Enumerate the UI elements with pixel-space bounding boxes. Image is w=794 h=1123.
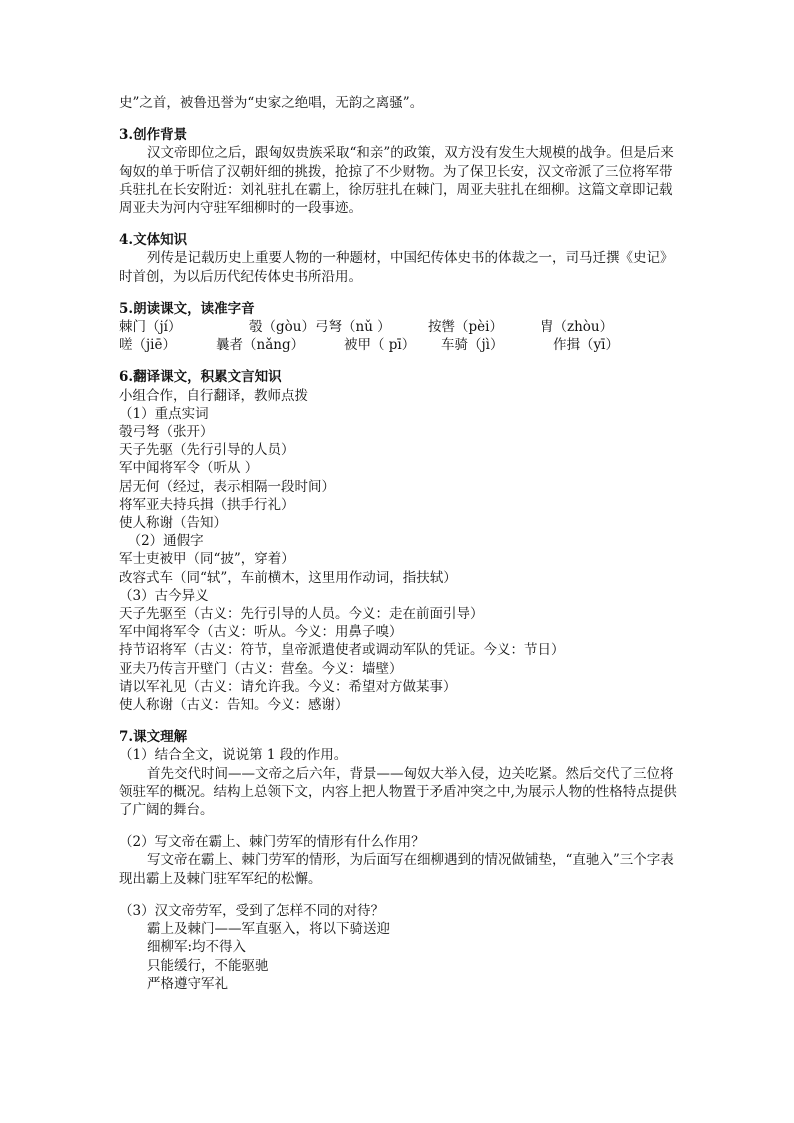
answer-1: 首先交代时间——文帝之后六年，背景——匈奴大举入侵，边关吃紧。然后交代了三位将领驻军的概况。结构上总领下文，内容上把人物置于矛盾冲突之中,为展示人物的性格特点提供了广阔的舞台。 <box>119 765 677 819</box>
pinyin-item: 作揖（yī） <box>553 337 619 354</box>
s6-line: 军中闻将军令（古义：听从。今义：用鼻子嗅） <box>119 624 403 641</box>
pinyin-item: 曩者（nǎng） <box>216 337 305 354</box>
question-1: （1）结合全文，说说第 1 段的作用。 <box>119 747 348 764</box>
answer-3-line: 霸上及棘门——军直驱入，将以下骑送迎 <box>147 921 390 938</box>
s6-line: 请以军礼见（古义：请允许我。今义：希望对方做某事） <box>119 678 457 695</box>
pinyin-item: 按辔（pèi） <box>428 319 503 336</box>
pinyin-item: 胄（zhòu） <box>540 319 614 336</box>
s6-line: 彀弓弩（张开） <box>119 424 214 441</box>
pinyin-row-2 <box>119 336 679 354</box>
answer-3-line: 细柳军:均不得入 <box>147 939 247 956</box>
s6-line: 军中闻将军令（听从 ） <box>119 460 259 477</box>
s6-line: （3）古今异义 <box>119 587 209 604</box>
section-6-heading: 6.翻译课文，积累文言知识 <box>119 369 282 386</box>
section-7-heading: 7.课文理解 <box>119 729 188 746</box>
answer-2: 写文帝在霸上、棘门劳军的情形，为后面写在细柳遇到的情况做铺垫，“直驰入”三个字表现出霸上及棘门驻军军纪的松懈。 <box>119 852 674 887</box>
section-3-heading: 3.创作背景 <box>119 127 188 144</box>
intro-line: 史”之首，被鲁迅誉为“史家之绝唱，无韵之离骚”。 <box>119 95 424 111</box>
pinyin-item: 彀（gòu） <box>249 319 315 336</box>
pinyin-item: 弓弩（nǔ ） <box>315 319 391 336</box>
pinyin-item: 被甲（ pī） <box>344 337 416 354</box>
question-3: （3）汉文帝劳军，受到了怎样不同的对待？ <box>119 902 385 919</box>
document-content <box>119 94 679 993</box>
s6-line: 使人称谢（古义：告知。今义：感谢） <box>119 697 349 714</box>
s6-line: 使人称谢（告知） <box>119 515 227 532</box>
s6-line: 小组合作，自行翻译，教师点拨 <box>119 387 308 404</box>
s6-line: （1）重点实词 <box>119 405 209 422</box>
s6-line: 居无何（经过，表示相隔一段时间） <box>119 478 335 495</box>
section-4-body: 列传是记载历史上重要人物的一种题材，中国纪传体史书的体裁之一，司马迁撰《史记》时首创，为以后历代纪传体史书所沿用。 <box>119 250 674 285</box>
pinyin-item: 棘门（jí） <box>119 319 182 336</box>
s6-line: 天子先驱至（古义：先行引导的人员。今义：走在前面引导） <box>119 606 484 623</box>
pinyin-item: 嗟（jiē） <box>119 337 176 354</box>
s6-line: （2）通假字 <box>119 533 204 550</box>
s6-line: 天子先驱（先行引导的人员） <box>119 442 295 459</box>
s6-line: 军士吏被甲（同“披”，穿着） <box>119 551 295 568</box>
section-4-heading: 4.文体知识 <box>119 232 188 249</box>
s6-line: 持节诏将军（古义：符节，皇帝派遣使者或调动军队的凭证。今义：节日） <box>119 642 565 659</box>
section-3-body: 汉文帝即位之后，跟匈奴贵族采取“和亲”的政策，双方没有发生大规模的战争。但是后来匈奴的单于听信了汉朝奸细的挑拨，抢掠了不少财物。为了保卫长安，汉文帝派了三位将军带兵驻扎在长安附近：刘礼驻扎在霸上，徐厉驻扎在棘门，周亚夫驻扎在细柳。这篇文章即记载周亚夫为河内守驻军细柳时的一段事迹。 <box>119 145 674 217</box>
section-5-heading: 5.朗读课文，读准字音 <box>119 300 255 317</box>
pinyin-row-1 <box>119 318 679 336</box>
s6-line: 亚夫乃传言开壁门（古义：营垒。今义：墙壁） <box>119 660 403 677</box>
pinyin-item: 车骑（jì） <box>441 337 504 354</box>
question-2: （2）写文帝在霸上、棘门劳军的情形有什么作用？ <box>119 834 425 851</box>
s6-line: 改容式车（同“轼”，车前横木，这里用作动词，指扶轼） <box>119 569 457 586</box>
s6-line: 将军亚夫持兵揖（拱手行礼） <box>119 496 295 513</box>
answer-3-line: 只能缓行，不能驱驰 <box>147 957 269 974</box>
answer-3-line: 严格遵守军礼 <box>147 975 228 992</box>
